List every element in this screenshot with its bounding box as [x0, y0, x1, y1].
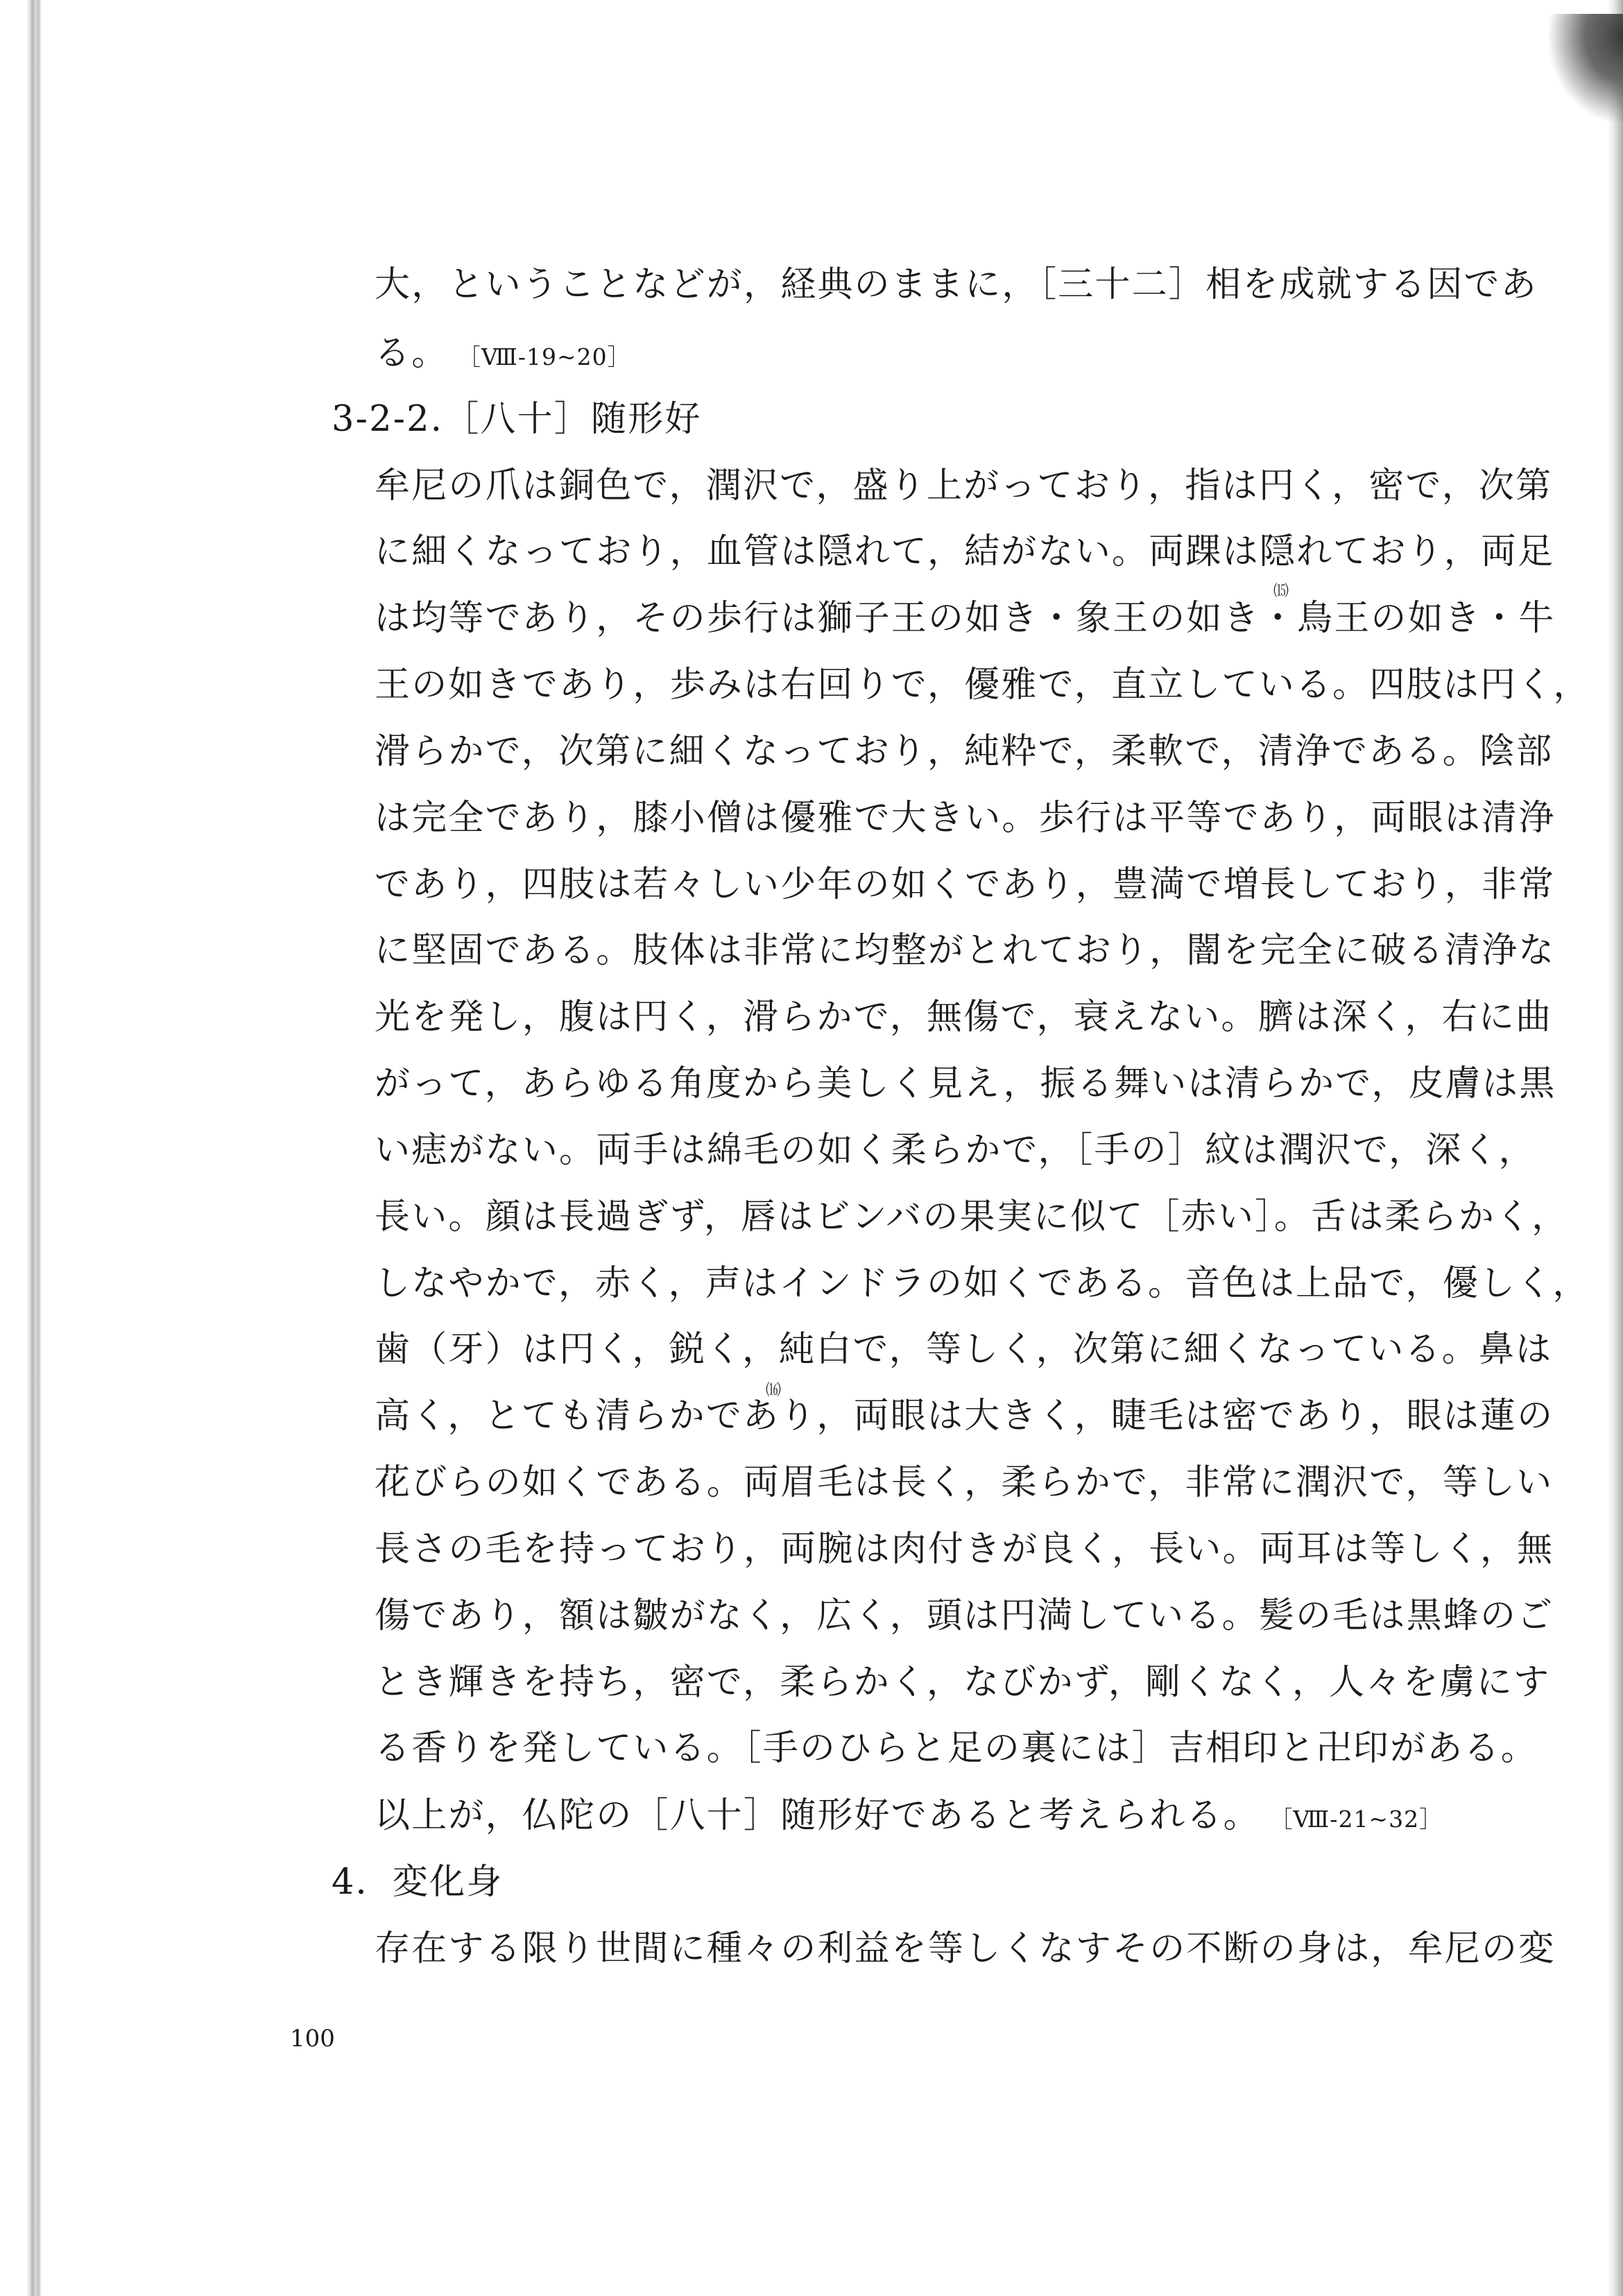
- text-line: [375, 1199, 1568, 1235]
- line-text: 長い。顔は長過ぎず，唇はビンバの果実に似て［赤い］。舌は柔らかく，: [375, 1197, 1569, 1237]
- line-text: がって，あらゆる角度から美しく見え，振る舞いは清らかで，皮膚は黒: [375, 1063, 1556, 1104]
- text-line: [375, 1396, 1554, 1437]
- text-line: [375, 1063, 1556, 1104]
- text-line: [375, 1795, 1443, 1837]
- line-text: 以上が，仏陀の［八十］随形好であると考えられる。: [375, 1795, 1260, 1836]
- line-text: 傷であり，額は皺がなく，広く，頭は円満している。髪の毛は黒蜂のご: [375, 1595, 1554, 1636]
- line-text: 光を発し，腹は円く，滑らかで，無傷で，衰えない。臍は深く，右に曲: [375, 997, 1553, 1038]
- heading-text: 4．変化身: [332, 1862, 504, 1903]
- footnote-marker-15: ⒂: [1273, 583, 1289, 600]
- verse-reference: ［Ⅷ-19~20］: [469, 343, 631, 370]
- text-line: [375, 1662, 1551, 1703]
- line-text: 牟尼の爪は銅色で，潤沢で，盛り上がっており，指は円く，密で，次第: [375, 465, 1553, 506]
- verse-reference: ［Ⅷ-21~32］: [1280, 1806, 1443, 1833]
- text-line: [375, 667, 1590, 703]
- line-text: は完全であり，膝小僧は優雅で大きい。歩行は平等であり，両眼は清浄: [375, 798, 1556, 839]
- line-text: い痣がない。両手は綿毛の如く柔らかで，［手の］紋は潤沢で，深く，: [375, 1130, 1536, 1171]
- text-line: [375, 731, 1554, 772]
- line-text: 存在する限り世間に種々の利益を等しくなすその不断の身は，牟尼の変: [375, 1928, 1556, 1969]
- line-text: 歯（牙）は円く，鋭く，純白で，等しく，次第に細くなっている。鼻は: [375, 1329, 1553, 1370]
- line-text: であり，四肢は若々しい少年の如くであり，豊満で増長しており，非常: [375, 864, 1556, 905]
- text-line: [375, 1529, 1554, 1570]
- text-line: [375, 264, 1538, 305]
- line-text: る香りを発している。［手のひらと足の裏には］吉相印と卍印がある。: [375, 1728, 1538, 1769]
- text-line: [375, 598, 1556, 639]
- line-text: る。: [375, 333, 449, 374]
- line-text: に堅固である。肢体は非常に均整がとれており，闇を完全に破る清浄な: [375, 930, 1556, 971]
- text-line: [375, 798, 1556, 839]
- footnote-marker-16: ⒃: [766, 1382, 782, 1399]
- line-text: 滑らかで，次第に細くなっており，純粋で，柔軟で，清浄である。陰部: [375, 731, 1554, 772]
- line-text: 花びらの如くである。両眉毛は長く，柔らかで，非常に潤沢で，等しい: [375, 1462, 1554, 1503]
- line-text: に細くなっており，血管は隠れて，結がない。両踝は隠れており，両足: [375, 531, 1555, 572]
- line-text: 長さの毛を持っており，両腕は肉付きが良く，長い。両耳は等しく，無: [375, 1529, 1554, 1570]
- text-line: [375, 997, 1553, 1038]
- section-heading-3-2-2: [332, 399, 702, 440]
- text-line: [375, 864, 1556, 905]
- text-line: [375, 465, 1553, 506]
- text-line: [375, 531, 1555, 572]
- text-line: [375, 1928, 1556, 1969]
- text-line: [375, 333, 631, 375]
- line-text: 大，ということなどが，経典のままに，［三十二］相を成就する因であ: [375, 264, 1538, 305]
- text-line: [375, 1263, 1590, 1304]
- text-line: [375, 1728, 1538, 1769]
- line-text: 王の如きであり，歩みは右回りで，優雅で，直立している。四肢は円く，: [375, 665, 1590, 705]
- text-line: [375, 1462, 1554, 1503]
- heading-text: 3-2-2.［八十］随形好: [332, 399, 702, 440]
- text-line: [375, 1329, 1553, 1370]
- line-text: は均等であり，その歩行は獅子王の如き・象王の如き・鳥王の如き・牛: [375, 598, 1556, 639]
- text-line: [375, 1595, 1554, 1636]
- line-text: 高く，とても清らかであり，両眼は大きく，睫毛は密であり，眼は蓮の: [375, 1396, 1554, 1437]
- line-text: とき輝きを持ち，密で，柔らかく，なびかず，剛くなく，人々を虜にす: [375, 1662, 1551, 1703]
- text-line: [375, 1130, 1536, 1171]
- section-heading-4: [332, 1862, 504, 1903]
- line-text: しなやかで，赤く，声はインドラの如くである。音色は上品で，優しく，: [375, 1263, 1590, 1304]
- text-line: [375, 930, 1556, 971]
- page-number: 100: [290, 2025, 335, 2053]
